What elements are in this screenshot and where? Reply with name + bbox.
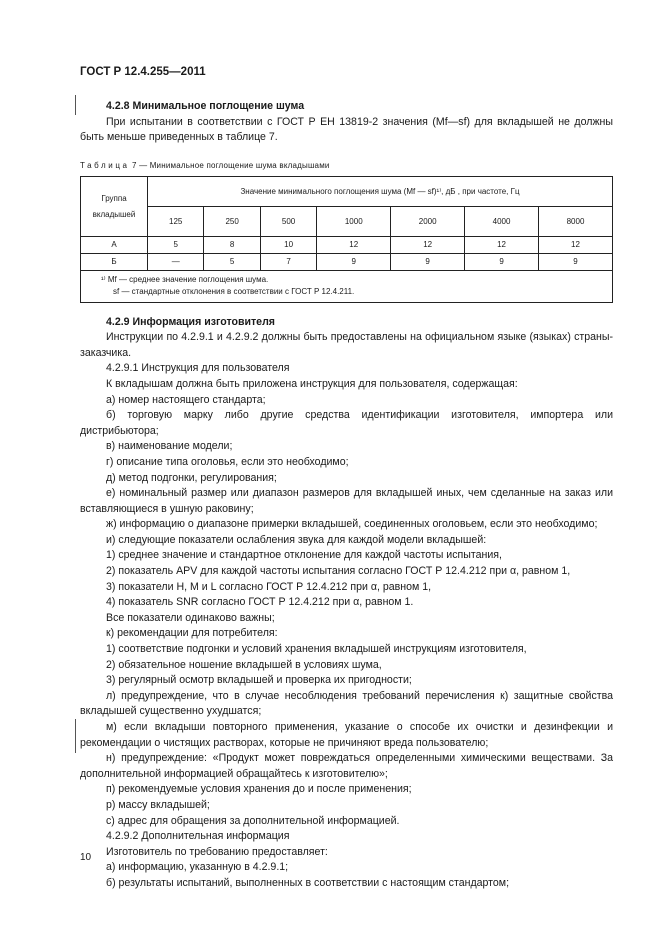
table-footnote (81, 270, 613, 302)
value-cell: 9 (317, 253, 391, 270)
value-cell: 9 (391, 253, 465, 270)
frequency-cell: 1000 (317, 207, 391, 237)
list-item: р) массу вкладышей; (106, 798, 210, 811)
list-item: 3) регулярный осмотр вкладышей и проверка их пригодности; (106, 674, 412, 687)
list-item: 2) показатель APV для каждой частоты испытания согласно ГОСТ Р 12.4.212 при α, равном 1, (106, 565, 571, 578)
paragraph: Инструкции по 4.2.9.1 и 4.2.9.2 должны быть предоставлены на официальном языке (языках) страны-заказчика. (80, 331, 613, 359)
document-body (80, 99, 613, 892)
list-item: н) предупреждение: «Продукт может повреждаться определенными химическими веществами. За дополнительной информацией обращайтесь к изготовителю»; (80, 752, 613, 780)
value-cell: 12 (465, 237, 539, 254)
value-cell: 5 (204, 253, 260, 270)
value-cell: 9 (465, 253, 539, 270)
frequency-cell: 500 (260, 207, 316, 237)
value-cell: 12 (391, 237, 465, 254)
value-cell: 7 (260, 253, 316, 270)
document-header: ГОСТ Р 12.4.255—2011 (80, 66, 206, 78)
frequency-header-row (81, 207, 613, 237)
list-item: г) описание типа оголовья, если это необходимо; (106, 455, 349, 468)
subsection-heading: 4.2.9.1 Инструкция для пользователя (106, 362, 290, 375)
list-item: б) торговую марку либо другие средства идентификации изготовителя, импортера или дистрибьютора; (80, 409, 613, 437)
list-item: в) наименование модели; (106, 440, 233, 453)
list-item: п) рекомендуемые условия хранения до и после применения; (106, 783, 412, 796)
subsection-heading: 4.2.9.2 Дополнительная информация (106, 830, 290, 843)
list-item: 4) показатель SNR согласно ГОСТ Р 12.4.212 при α, равном 1. (106, 596, 414, 609)
list-item: д) метод подгонки, регулирования; (106, 471, 277, 484)
noise-absorption-table (80, 176, 613, 302)
list-item: 2) обязательное ношение вкладышей в условиях шума, (106, 658, 382, 671)
value-cell: 12 (538, 237, 612, 254)
group-cell: Б (81, 253, 148, 270)
frequency-cell: 250 (204, 207, 260, 237)
list-item: а) номер настоящего стандарта; (106, 393, 266, 406)
list-item: 1) соответствие подгонки и условий хранения вкладышей инструкциям изготовителя, (106, 643, 527, 656)
value-cell: 8 (204, 237, 260, 254)
list-item: 3) показатели H, M и L согласно ГОСТ Р 12.4.212 при α, равном 1, (106, 580, 432, 593)
table-caption-title: 7 — Минимальное поглощение шума вкладышами (129, 160, 330, 170)
value-cell: 9 (538, 253, 612, 270)
table-caption (80, 158, 613, 174)
value-cell: — (148, 253, 204, 270)
page-number: 10 (80, 852, 92, 863)
change-bar (75, 719, 76, 753)
footnote-line: ¹⁾ Mf — среднее значение поглощения шума. (101, 274, 269, 284)
list-item: и) следующие показатели ослабления звука для каждой модели вкладышей: (106, 533, 487, 546)
table-caption-word: Таблица (80, 160, 130, 170)
paragraph: Все показатели одинаково важны; (106, 611, 275, 624)
value-cell: 10 (260, 237, 316, 254)
frequency-cell: 8000 (538, 207, 612, 237)
list-item: м) если вкладыши повторного применения, указание о способе их очистки и дезинфекции и рекомендации о чистящих растворах, которые не причиняют вреда пользователю; (80, 721, 613, 749)
group-cell: А (81, 237, 148, 254)
frequency-cell: 4000 (465, 207, 539, 237)
list-item: б) результаты испытаний, выполненных в соответствии с настоящим стандартом; (106, 876, 510, 889)
table-row (81, 237, 613, 254)
frequency-cell: 2000 (391, 207, 465, 237)
paragraph: К вкладышам должна быть приложена инструкция для пользователя, содержащая: (106, 377, 518, 390)
group-column-header: Группа вкладышей (81, 177, 148, 237)
paragraph: При испытании в соответствии с ГОСТ Р ЕН 13819-2 значения (Mf—sf) для вкладышей не должны быть меньше приведенных в таблице 7. (80, 115, 613, 144)
table-row (81, 253, 613, 270)
list-item: ж) информацию о диапазоне примерки вкладышей, соединенных оголовьем, если это необходимо; (106, 518, 598, 531)
list-item: е) номинальный размер или диапазон размеров для вкладышей иных, чем сделанные на заказ или вставляющиеся в ушную раковину; (80, 487, 613, 515)
list-item: 1) среднее значение и стандартное отклонение для каждой частоты испытания, (106, 549, 502, 562)
paragraph: Изготовитель по требованию предоставляет: (106, 845, 328, 858)
section-heading: 4.2.8 Минимальное поглощение шума (106, 100, 305, 112)
value-cell: 12 (317, 237, 391, 254)
list-item: л) предупреждение, что в случае несоблюдения требований перечисления к) защитные свойства вкладышей существенно ухудшатся; (80, 689, 613, 718)
footnote-line: sf — стандартные отклонения в соответствии с ГОСТ Р 12.4.211. (113, 286, 355, 296)
list-item: а) информацию, указанную в 4.2.9.1; (106, 861, 289, 874)
section-heading: 4.2.9 Информация изготовителя (106, 315, 275, 328)
frequency-cell: 125 (148, 207, 204, 237)
list-item: к) рекомендации для потребителя: (106, 627, 278, 640)
change-bar (75, 95, 76, 115)
value-cell: 5 (148, 237, 204, 254)
list-item: с) адрес для обращения за дополнительной информацией. (106, 814, 400, 827)
value-column-header: Значение минимального поглощения шума (Mf — sf)¹⁾, дБ , при частоте, Гц (148, 177, 613, 207)
